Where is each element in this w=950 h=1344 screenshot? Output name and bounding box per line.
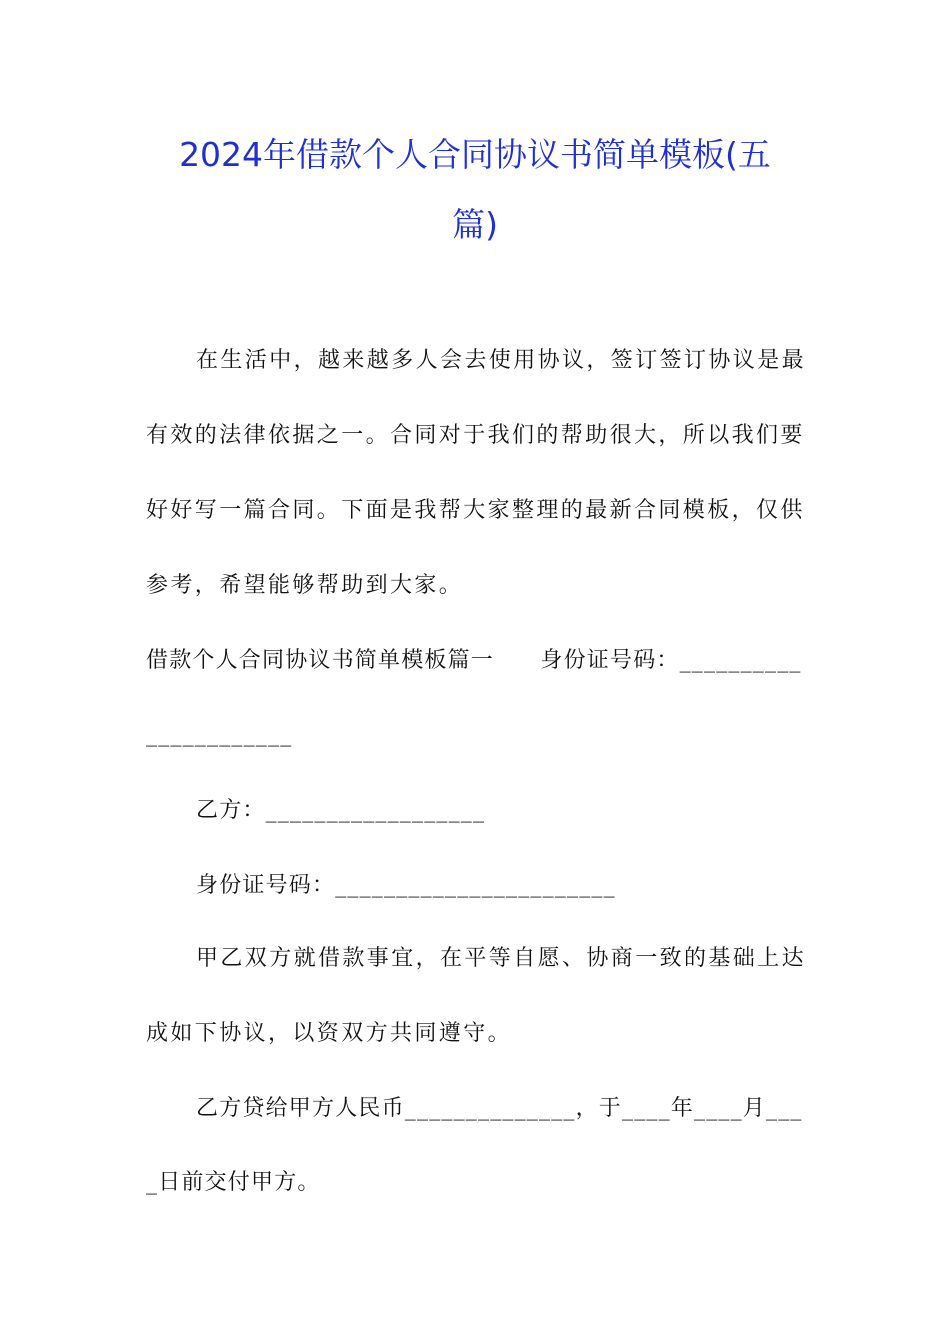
document-title-line-1: 2024年借款个人合同协议书简单模板(五 [179, 135, 771, 174]
loan-amount-line-1: 乙方贷给甲方人民币______________，于____年____月___ [196, 1096, 803, 1121]
intro-paragraph-line-1: 在生活中，越来越多人会去使用协议，签订签订协议是最 [196, 348, 807, 373]
intro-paragraph-line-3: 好好写一篇合同。下面是我帮大家整理的最新合同模板，仅供 [146, 498, 805, 523]
party-b-line: 乙方：__________________ [196, 798, 486, 823]
document-title-line-2: 篇) [452, 205, 498, 244]
section-heading-line: 借款个人合同协议书简单模板篇一 身份证号码：__________ [146, 648, 802, 673]
party-b-id-line: 身份证号码：_______________________ [196, 873, 616, 898]
id-number-continuation-line: ____________ [146, 722, 293, 747]
intro-paragraph-line-2: 有效的法律依据之一。合同对于我们的帮助很大，所以我们要 [146, 423, 805, 448]
loan-amount-line-2: _日前交付甲方。 [146, 1170, 321, 1195]
agreement-paragraph-line-1: 甲乙双方就借款事宜，在平等自愿、协商一致的基础上达 [196, 946, 807, 971]
intro-paragraph-line-4: 参考，希望能够帮助到大家。 [146, 573, 464, 598]
agreement-paragraph-line-2: 成如下协议，以资双方共同遵守。 [146, 1021, 513, 1046]
